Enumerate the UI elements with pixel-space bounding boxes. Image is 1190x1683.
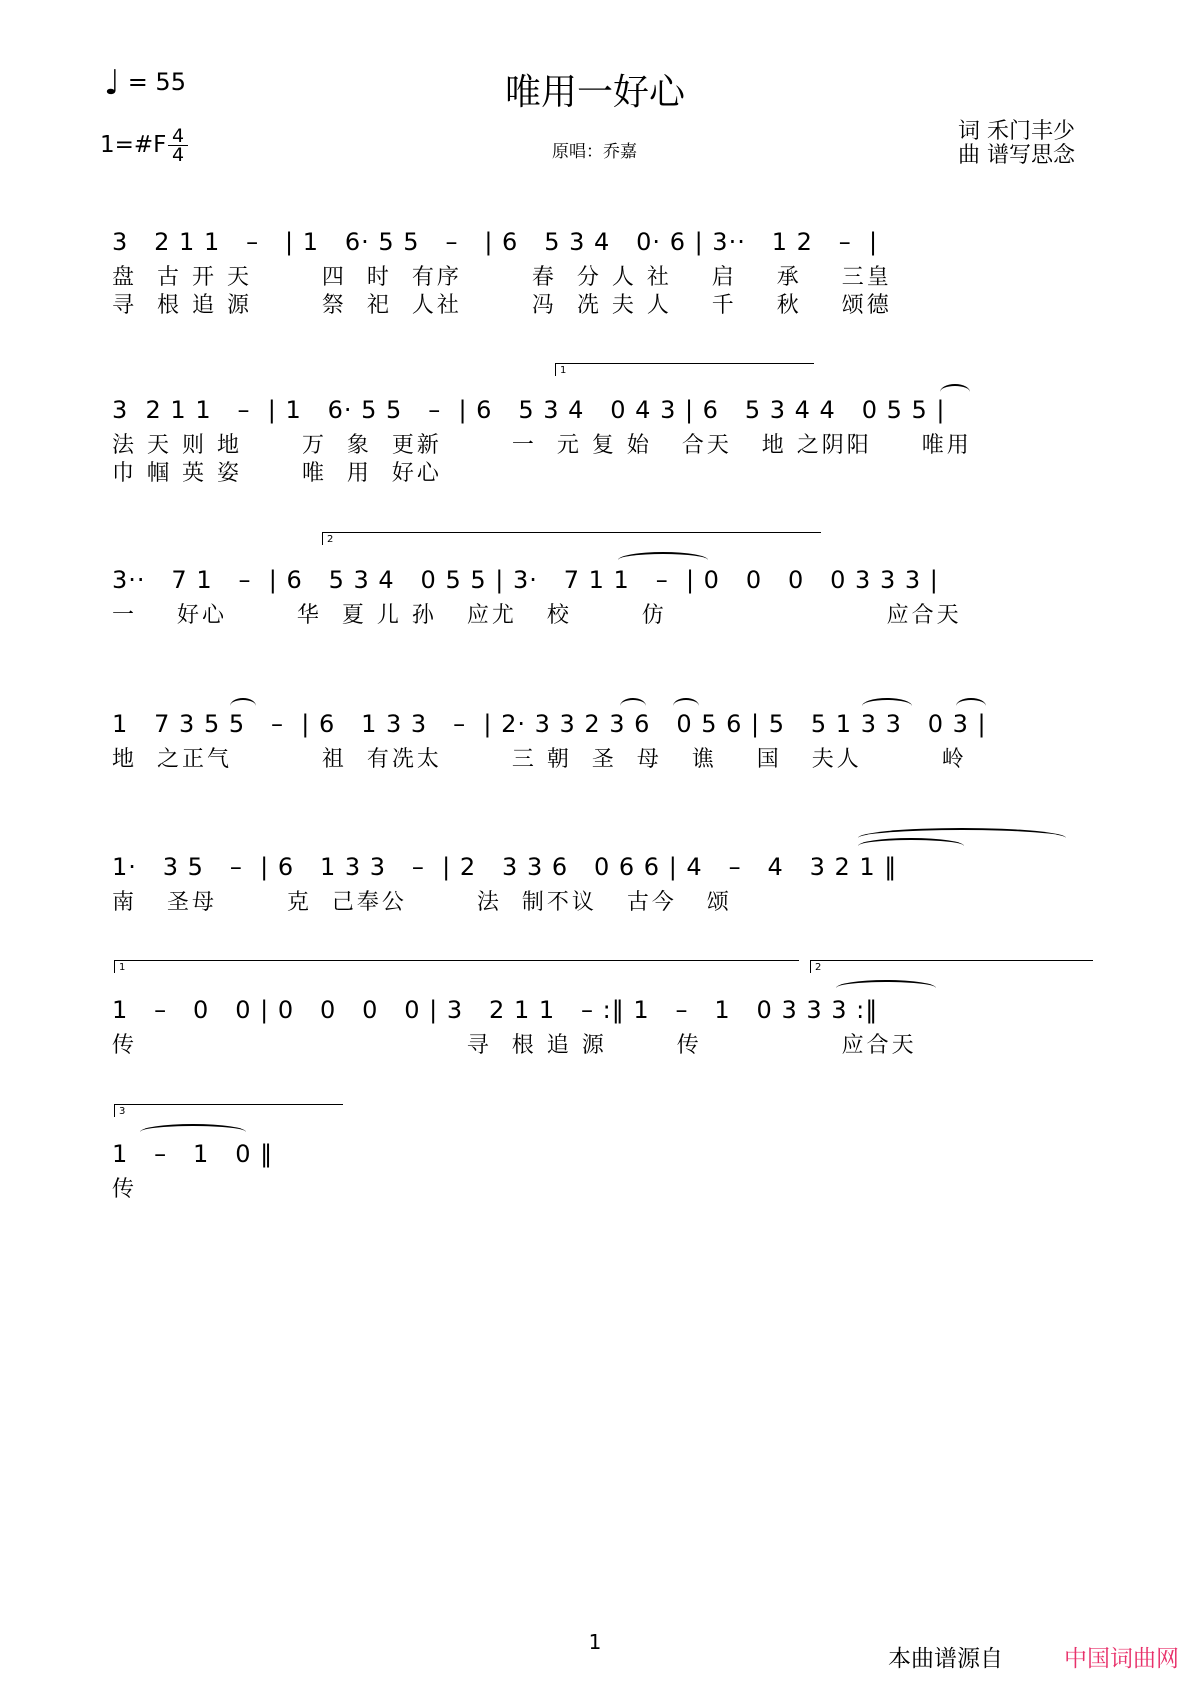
song-title: 唯用一好心 xyxy=(504,72,685,113)
lyrics-verse-1: 传 xyxy=(112,1177,138,1202)
source-text: 本曲谱源自 xyxy=(888,1646,1003,1672)
score-line-7 xyxy=(112,1140,1092,1200)
tempo-value: = 55 xyxy=(127,68,186,96)
time-signature xyxy=(168,127,188,164)
tempo-marking xyxy=(104,63,186,103)
lyrics-verse-1: 南 圣母 克 己奉公 法 制不议 古今 颂 xyxy=(112,890,732,915)
volta-bracket: 2 xyxy=(810,960,1093,973)
quarter-note-icon: ♩ xyxy=(104,63,121,103)
score-line-1 xyxy=(112,228,1092,316)
notation-row: 1 7 3 5 5 – | 6 1 3 3 – | 2· 3 3 2 3 6 0 5 6 | 5 5 1 3 3 0 3 | xyxy=(112,710,987,738)
volta-bracket: 3 xyxy=(114,1104,343,1117)
volta-bracket: 1 xyxy=(114,960,799,973)
composer: 曲 谱写思念 xyxy=(958,143,1075,168)
notation-row: 1 – 0 0 | 0 0 0 0 | 3 2 1 1 – :‖ 1 – 1 0 3 3 3 :‖ xyxy=(112,996,879,1024)
lyrics-verse-2: 寻 根 追 源 祭 祀 人社 冯 冼 夫 人 千 秋 颂德 xyxy=(112,293,892,318)
key-signature: 1=#F xyxy=(100,132,167,158)
score-line-3 xyxy=(112,566,1092,626)
time-signature-bottom: 4 xyxy=(168,145,188,164)
lyrics-verse-2: 巾 帼 英 姿 唯 用 好心 xyxy=(112,461,442,486)
score-line-5 xyxy=(112,853,1092,913)
notation-row: 3 2 1 1 – | 1 6· 5 5 – | 6 5 3 4 0 4 3 | 6 5 3 4 4 0 5 5 | xyxy=(112,396,946,424)
lyrics-verse-1: 传 寻 根 追 源 传 应合天 xyxy=(112,1033,917,1058)
volta-bracket: 1 xyxy=(555,363,814,376)
lyrics-verse-1: 一 好心 华 夏 儿 孙 应尤 校 仿 应合天 xyxy=(112,603,962,628)
score-line-4 xyxy=(112,710,1092,770)
time-signature-top: 4 xyxy=(171,125,185,147)
notation-row: 3·· 7 1 – | 6 5 3 4 0 5 5 | 3· 7 1 1 – | 0 0 0 0 3 3 3 | xyxy=(112,566,939,594)
lyrics-verse-1: 地 之正气 祖 有冼太 三 朝 圣 母 谯 国 夫人 岭 xyxy=(112,747,967,772)
volta-bracket: 2 xyxy=(322,532,821,545)
notation-row: 1· 3 5 – | 6 1 3 3 – | 2 3 3 6 0 6 6 | 4 – 4 3 2 1 ‖ xyxy=(112,853,898,881)
slur xyxy=(140,1124,246,1140)
slur xyxy=(836,980,936,996)
credits xyxy=(958,120,1075,168)
page-number: 1 xyxy=(588,1630,602,1654)
notation-row: 1 – 1 0 ‖ xyxy=(112,1140,274,1168)
score-line-6 xyxy=(112,996,1092,1056)
lyricist: 词 禾门丰少 xyxy=(958,119,1075,144)
lyrics-verse-1: 法 天 则 地 万 象 更新 一 元 复 始 合天 地 之阴阳 唯用 xyxy=(112,433,972,458)
notation-row: 3 2 1 1 – | 1 6· 5 5 – | 6 5 3 4 0· 6 | 3·· 1 2 – | xyxy=(112,228,879,256)
original-singer: 原唱：乔嘉 xyxy=(552,142,637,162)
source-brand-link[interactable]: 中国词曲网 xyxy=(1064,1646,1179,1672)
lyrics-verse-1: 盘 古 开 天 四 时 有序 春 分 人 社 启 承 三皇 xyxy=(112,265,892,290)
slur xyxy=(858,838,964,854)
score-line-2 xyxy=(112,396,1092,484)
